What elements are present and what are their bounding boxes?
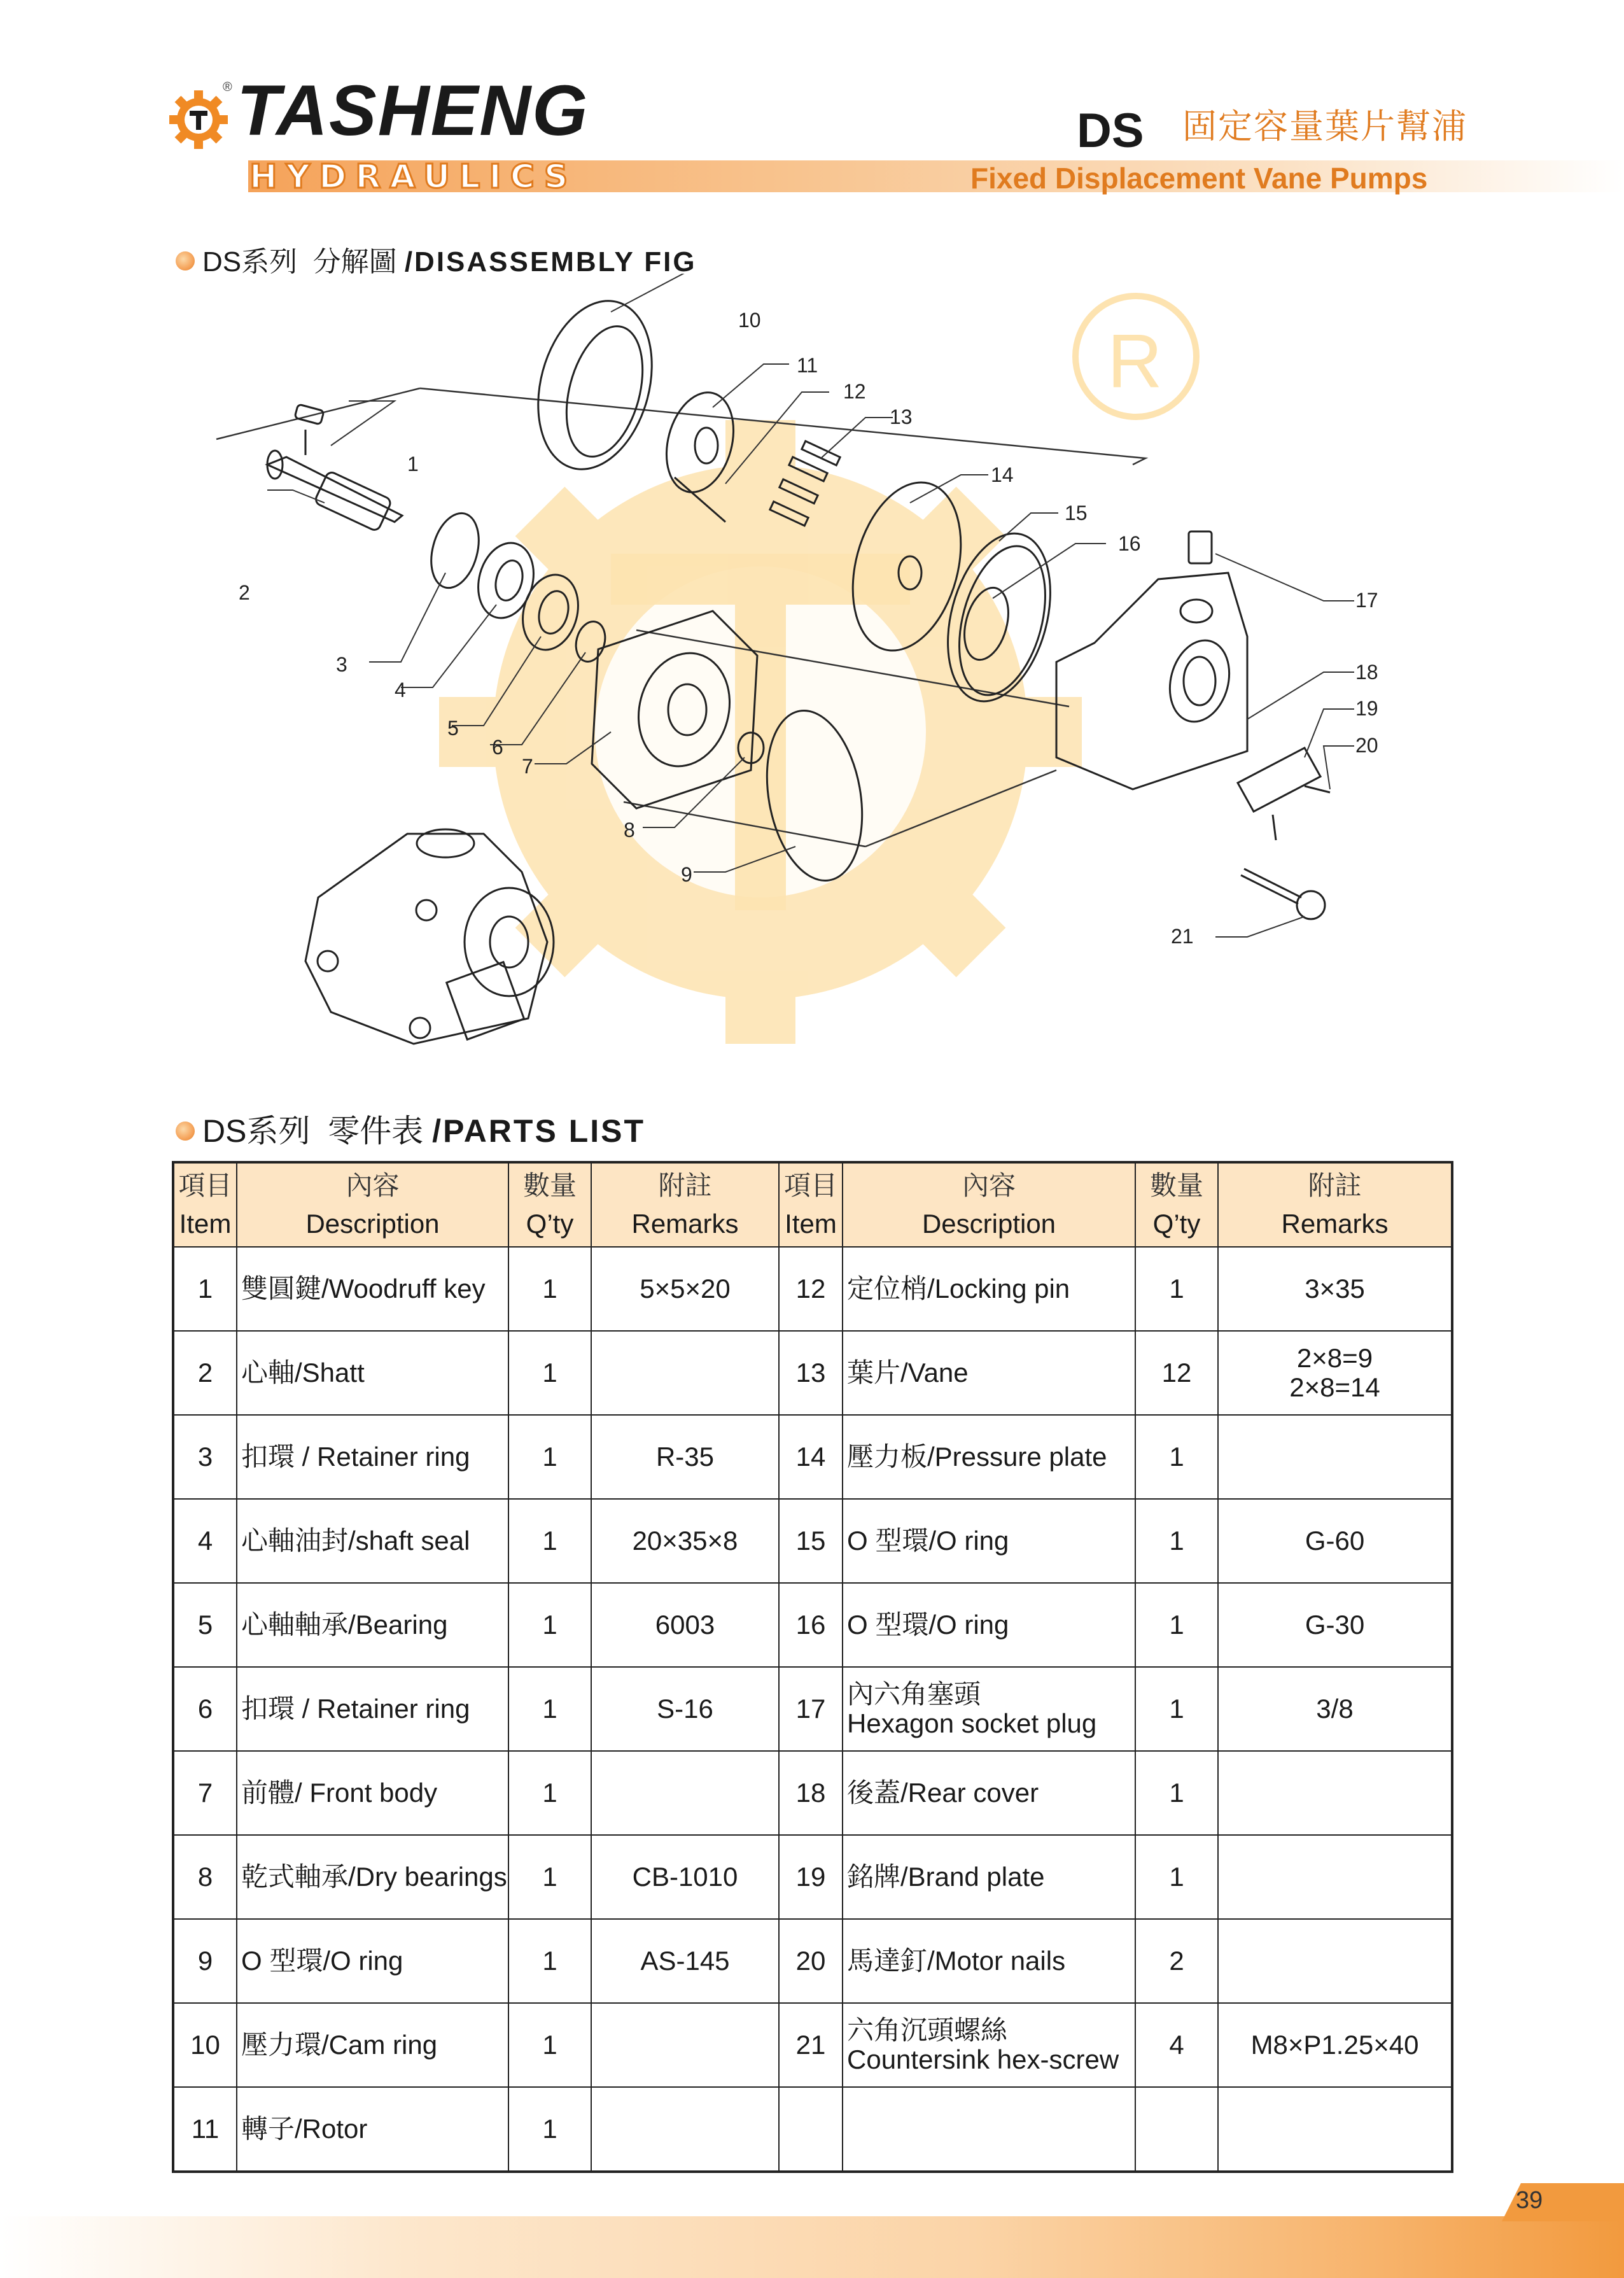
callout-4: 4	[395, 678, 406, 701]
item-number	[779, 2087, 843, 2172]
part-quantity: 2	[1135, 1919, 1218, 2003]
part-description: 扣環 / Retainer ring	[237, 1415, 508, 1499]
part-description: 雙圓鍵/Woodruff key	[237, 1247, 508, 1331]
callout-15: 15	[1065, 502, 1088, 524]
callout-20: 20	[1355, 734, 1378, 757]
part-description: 乾式軸承/Dry bearings	[237, 1835, 508, 1919]
table-row	[173, 1835, 1452, 1919]
part-description: 六角沉頭螺絲 Countersink hex-screw	[843, 2003, 1135, 2087]
part-description: 壓力板/Pressure plate	[843, 1415, 1135, 1499]
item-number: 14	[779, 1415, 843, 1499]
item-number: 10	[173, 2003, 237, 2087]
part-quantity: 1	[508, 1247, 591, 1331]
diagram-title-prefix: DS系列	[202, 246, 298, 278]
part-remarks	[1218, 1751, 1452, 1835]
part-quantity: 1	[508, 1751, 591, 1835]
part-remarks: 5×5×20	[591, 1247, 779, 1331]
item-number: 4	[173, 1499, 237, 1583]
header-description-left: 內容 Description	[237, 1162, 508, 1247]
part-remarks: 2×8=9 2×8=14	[1218, 1331, 1452, 1415]
header-qty-left: 數量 Q’ty	[508, 1162, 591, 1247]
part-remarks	[591, 1331, 779, 1415]
table-row	[173, 1247, 1452, 1331]
part-remarks	[591, 1751, 779, 1835]
part-quantity: 1	[508, 1667, 591, 1751]
part-quantity: 1	[508, 2003, 591, 2087]
bullet-icon	[176, 251, 195, 271]
callout-16: 16	[1118, 532, 1141, 555]
part-description: O 型環/O ring	[843, 1499, 1135, 1583]
part-description: 心軸油封/shaft seal	[237, 1499, 508, 1583]
callout-3: 3	[336, 653, 347, 676]
table-row	[173, 2087, 1452, 2172]
part-remarks: G-30	[1218, 1583, 1452, 1667]
part-remarks: G-60	[1218, 1499, 1452, 1583]
part-quantity: 1	[508, 1499, 591, 1583]
page-number: 39	[1516, 2187, 1543, 2214]
item-number: 20	[779, 1919, 843, 2003]
part-remarks	[1218, 1835, 1452, 1919]
part-quantity: 1	[508, 2087, 591, 2172]
part-remarks: CB-1010	[591, 1835, 779, 1919]
callout-8: 8	[624, 819, 635, 841]
brand-subtitle: HYDRAULICS	[249, 158, 577, 196]
part-remarks	[1218, 2087, 1452, 2172]
callout-9: 9	[681, 863, 692, 886]
title-chinese: 固定容量葉片幫浦	[1182, 106, 1467, 146]
item-number: 21	[779, 2003, 843, 2087]
callout-10: 10	[738, 309, 761, 332]
callout-14: 14	[991, 463, 1014, 486]
item-number: 5	[173, 1583, 237, 1667]
item-number: 12	[779, 1247, 843, 1331]
part-description: 扣環 / Retainer ring	[237, 1667, 508, 1751]
diagram-title-zh: 分解圖	[312, 246, 397, 278]
part-description: 內六角塞頭 Hexagon socket plug	[843, 1667, 1135, 1751]
svg-text:R: R	[1107, 318, 1163, 404]
part-remarks: 3×35	[1218, 1247, 1452, 1331]
callout-7: 7	[522, 755, 533, 778]
parts-title-zh: 零件表	[328, 1113, 424, 1150]
part-description: 壓力環/Cam ring	[237, 2003, 508, 2087]
item-number: 16	[779, 1583, 843, 1667]
part-description	[843, 2087, 1135, 2172]
part-description: O 型環/O ring	[843, 1583, 1135, 1667]
callout-17: 17	[1355, 589, 1378, 612]
part-quantity: 1	[1135, 1247, 1218, 1331]
part-description: 定位梢/Locking pin	[843, 1247, 1135, 1331]
part-description: 心軸/Shatt	[237, 1331, 508, 1415]
part-description: 心軸軸承/Bearing	[237, 1583, 508, 1667]
parts-table	[172, 1161, 1453, 2173]
header-remarks-right: 附註 Remarks	[1218, 1162, 1452, 1247]
part-remarks: M8×P1.25×40	[1218, 2003, 1452, 2087]
table-row	[173, 1583, 1452, 1667]
part-quantity: 1	[1135, 1667, 1218, 1751]
part-remarks	[1218, 1415, 1452, 1499]
table-row	[173, 1751, 1452, 1835]
model-code: DS	[1077, 104, 1144, 158]
header-item-right: 項目 Item	[779, 1162, 843, 1247]
part-quantity: 1	[508, 1331, 591, 1415]
part-quantity: 1	[1135, 1499, 1218, 1583]
part-remarks: 20×35×8	[591, 1499, 779, 1583]
part-quantity: 1	[508, 1415, 591, 1499]
item-number: 7	[173, 1751, 237, 1835]
item-number: 8	[173, 1835, 237, 1919]
part-quantity: 4	[1135, 2003, 1218, 2087]
part-remarks	[591, 2003, 779, 2087]
item-number: 17	[779, 1667, 843, 1751]
table-row	[173, 2003, 1452, 2087]
part-remarks: R-35	[591, 1415, 779, 1499]
callout-1: 1	[407, 453, 419, 475]
part-description: 葉片/Vane	[843, 1331, 1135, 1415]
header-remarks-left: 附註 Remarks	[591, 1162, 779, 1247]
part-remarks: AS-145	[591, 1919, 779, 2003]
part-description: 銘牌/Brand plate	[843, 1835, 1135, 1919]
part-quantity: 1	[508, 1583, 591, 1667]
table-row	[173, 1415, 1452, 1499]
part-quantity: 1	[1135, 1583, 1218, 1667]
header-description-right: 內容 Description	[843, 1162, 1135, 1247]
brand-name: TASHENG	[237, 71, 589, 150]
diagram-section-heading	[176, 248, 697, 276]
part-remarks	[1218, 1919, 1452, 2003]
title-english: Fixed Displacement Vane Pumps	[970, 162, 1428, 195]
item-number: 19	[779, 1835, 843, 1919]
footer-gradient-band	[0, 2216, 1624, 2278]
header-qty-right: 數量 Q’ty	[1135, 1162, 1218, 1247]
part-quantity	[1135, 2087, 1218, 2172]
item-number: 6	[173, 1667, 237, 1751]
part-quantity: 1	[508, 1919, 591, 2003]
registered-mark: ®	[223, 80, 232, 94]
part-description: 前體/ Front body	[237, 1751, 508, 1835]
item-number: 18	[779, 1751, 843, 1835]
callout-6: 6	[492, 736, 503, 759]
item-number: 2	[173, 1331, 237, 1415]
diagram-title-en: /DISASSEMBLY FIG	[404, 246, 697, 278]
item-number: 13	[779, 1331, 843, 1415]
callout-5: 5	[447, 717, 459, 740]
callout-13: 13	[890, 405, 913, 428]
parts-section-heading	[176, 1113, 646, 1150]
part-remarks	[591, 2087, 779, 2172]
callout-2: 2	[239, 581, 250, 604]
part-remarks: 3/8	[1218, 1667, 1452, 1751]
disassembly-diagram	[165, 274, 1489, 1095]
item-number: 9	[173, 1919, 237, 2003]
item-number: 3	[173, 1415, 237, 1499]
item-number: 11	[173, 2087, 237, 2172]
callout-18: 18	[1355, 661, 1378, 684]
part-description: 後蓋/Rear cover	[843, 1751, 1135, 1835]
part-quantity: 1	[1135, 1835, 1218, 1919]
part-description: 轉子/Rotor	[237, 2087, 508, 2172]
parts-title-prefix: DS系列	[202, 1113, 311, 1149]
item-number: 1	[173, 1247, 237, 1331]
table-row	[173, 1667, 1452, 1751]
table-header-row	[173, 1162, 1452, 1247]
callout-19: 19	[1355, 697, 1378, 720]
part-quantity: 1	[508, 1835, 591, 1919]
callout-11: 11	[797, 354, 818, 377]
part-quantity: 1	[1135, 1415, 1218, 1499]
table-row	[173, 1919, 1452, 2003]
part-quantity: 1	[1135, 1751, 1218, 1835]
logo-gear-icon	[167, 88, 230, 151]
part-description: 馬達釘/Motor nails	[843, 1919, 1135, 2003]
item-number: 15	[779, 1499, 843, 1583]
parts-table-body	[173, 1247, 1452, 2172]
bullet-icon	[176, 1121, 195, 1141]
callout-21: 21	[1171, 925, 1194, 948]
header-item-left: 項目 Item	[173, 1162, 237, 1247]
part-description: O 型環/O ring	[237, 1919, 508, 2003]
callout-12: 12	[843, 380, 866, 403]
part-remarks: 6003	[591, 1583, 779, 1667]
part-remarks: S-16	[591, 1667, 779, 1751]
table-row	[173, 1331, 1452, 1415]
parts-title-en: /PARTS LIST	[432, 1113, 646, 1149]
table-row	[173, 1499, 1452, 1583]
part-quantity: 12	[1135, 1331, 1218, 1415]
